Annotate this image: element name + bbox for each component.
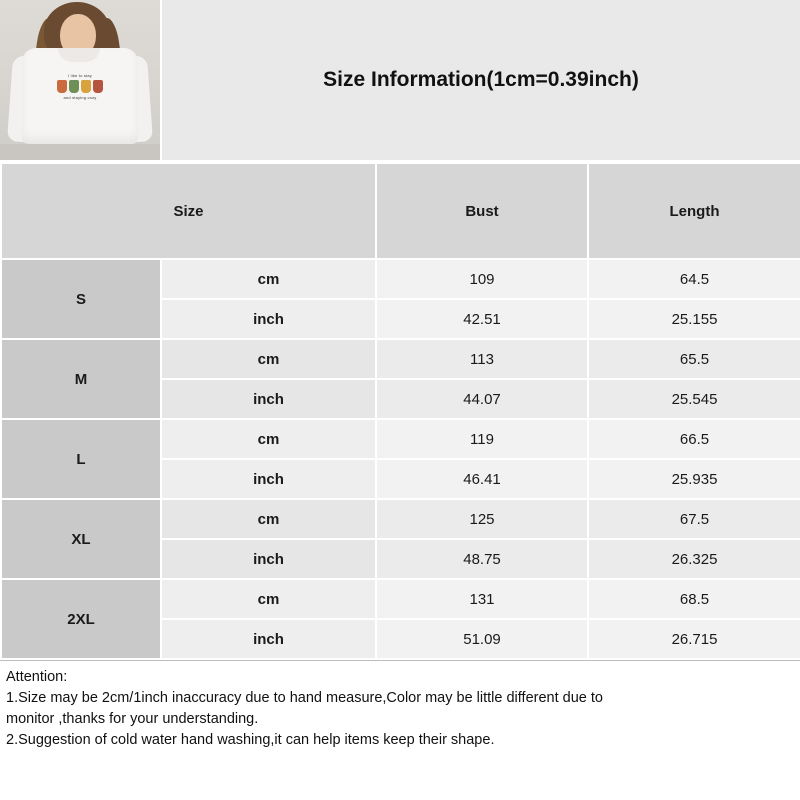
attention-line-1: 1.Size may be 2cm/1inch inaccuracy due to hand measure,Color may be little different due to xyxy=(6,690,603,706)
unit-inch: inch xyxy=(161,539,376,579)
unit-cm: cm xyxy=(161,259,376,299)
unit-inch: inch xyxy=(161,619,376,659)
unit-inch: inch xyxy=(161,459,376,499)
unit-cm: cm xyxy=(161,419,376,459)
bust-cm: 125 xyxy=(376,499,588,539)
bust-cm: 131 xyxy=(376,579,588,619)
size-label-l: L xyxy=(1,419,161,499)
bust-cm: 119 xyxy=(376,419,588,459)
table-header-row xyxy=(1,163,800,259)
size-label-m: M xyxy=(1,339,161,419)
graphic-coffee-cups-icon xyxy=(57,80,103,93)
bust-inch: 51.09 xyxy=(376,619,588,659)
unit-cm: cm xyxy=(161,579,376,619)
length-cm: 64.5 xyxy=(588,259,800,299)
product-photo xyxy=(0,0,160,160)
unit-inch: inch xyxy=(161,379,376,419)
attention-line-2: monitor ,thanks for your understanding. xyxy=(6,711,259,727)
bust-inch: 48.75 xyxy=(376,539,588,579)
table-row xyxy=(1,499,800,539)
attention-heading: Attention: xyxy=(6,669,68,685)
size-label-s: S xyxy=(1,259,161,339)
table-row xyxy=(1,579,800,619)
table-row xyxy=(1,339,800,379)
graphic-top-text: I like to stay xyxy=(68,72,92,78)
unit-inch: inch xyxy=(161,299,376,339)
table-row xyxy=(1,259,800,299)
bust-inch: 46.41 xyxy=(376,459,588,499)
length-inch: 25.935 xyxy=(588,459,800,499)
size-table xyxy=(0,162,800,660)
length-cm: 67.5 xyxy=(588,499,800,539)
header-bust: Bust xyxy=(376,163,588,259)
length-cm: 65.5 xyxy=(588,339,800,379)
header-length: Length xyxy=(588,163,800,259)
unit-cm: cm xyxy=(161,499,376,539)
length-inch: 25.545 xyxy=(588,379,800,419)
size-label-xl: XL xyxy=(1,499,161,579)
attention-line-3: 2.Suggestion of cold water hand washing,it can help items keep their shape. xyxy=(6,732,495,748)
page-title: Size Information(1cm=0.39inch) xyxy=(323,68,639,91)
length-inch: 26.325 xyxy=(588,539,800,579)
header-size: Size xyxy=(1,163,376,259)
header-band xyxy=(0,0,800,162)
bust-inch: 42.51 xyxy=(376,299,588,339)
graphic-bottom-text: and staying cozy xyxy=(63,94,97,100)
length-cm: 68.5 xyxy=(588,579,800,619)
bust-inch: 44.07 xyxy=(376,379,588,419)
title-banner xyxy=(160,0,800,160)
unit-cm: cm xyxy=(161,339,376,379)
length-inch: 25.155 xyxy=(588,299,800,339)
table-row xyxy=(1,419,800,459)
sweatshirt-graphic xyxy=(52,68,108,104)
photo-foreground xyxy=(0,144,160,160)
attention-block xyxy=(0,660,800,761)
bust-cm: 109 xyxy=(376,259,588,299)
bust-cm: 113 xyxy=(376,339,588,379)
length-cm: 66.5 xyxy=(588,419,800,459)
length-inch: 26.715 xyxy=(588,619,800,659)
size-label-2xl: 2XL xyxy=(1,579,161,659)
